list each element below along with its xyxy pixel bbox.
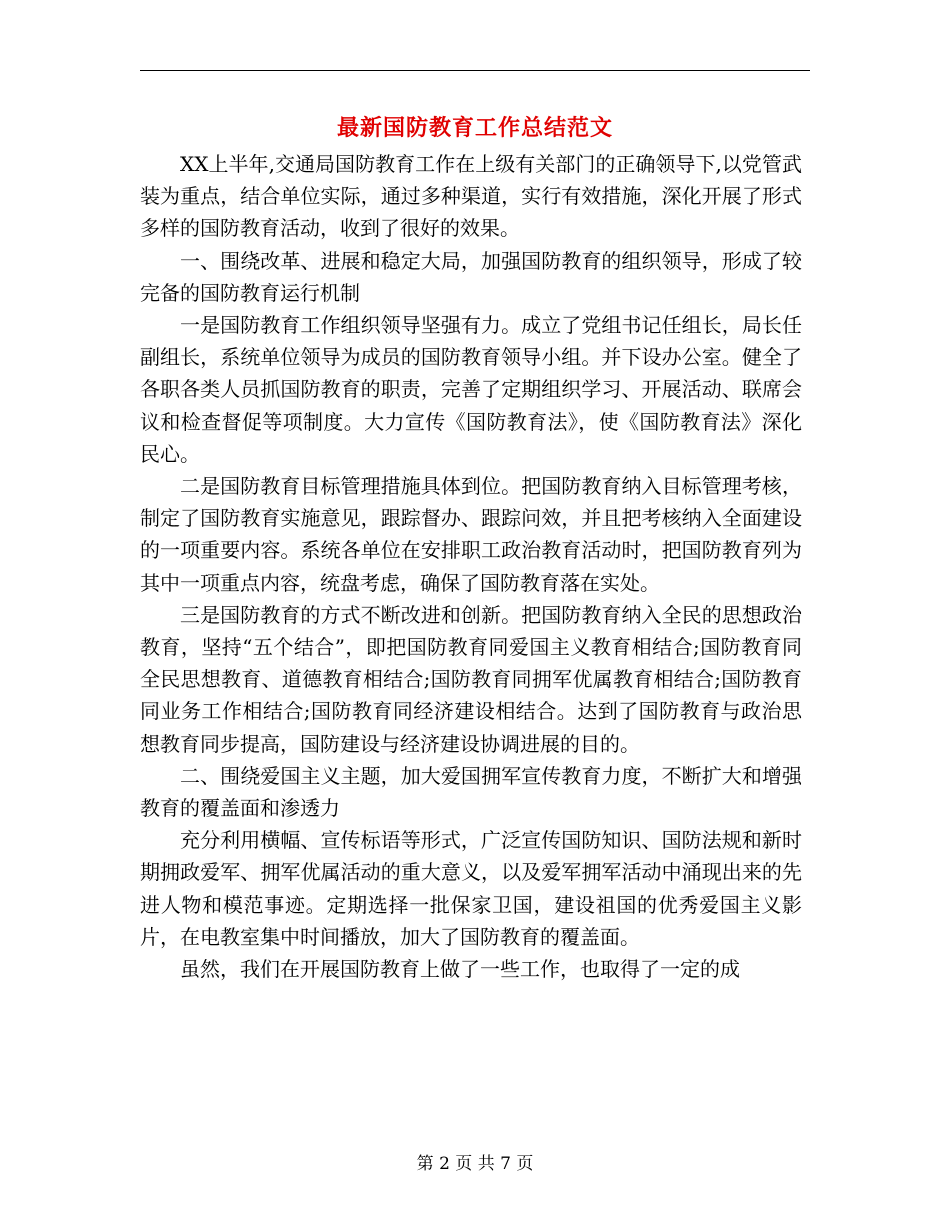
paragraph-intro: XX上半年,交通局国防教育工作在上级有关部门的正确领导下,以党管武装为重点，结合单位实际，通过多种渠道，实行有效措施，深化开展了形式多样的国防教育活动，收到了很好的效果。 [140, 152, 802, 241]
page-number: 第 2 页 共 7 页 [416, 1154, 534, 1174]
paragraph-conclusion-start: 虽然，我们在开展国防教育上做了一些工作，也取得了一定的成 [180, 957, 740, 982]
document-title: 最新国防教育工作总结范文 [336, 115, 613, 141]
paragraph-point-3: 三是国防教育的方式不断改进和创新。把国防教育纳入全民的思想政治教育，坚持“五个结合”，即把国防教育同爱国主义教育相结合;国防教育同全民思想教育、道德教育相结合;国防教育同拥军优属教育相结合;国防教育同业务工作相结合;国防教育同经济建设相结合。达到了国防教育与政治思想教育同步提高，国防建设与经济建设协调进展的目的。 [140, 602, 802, 756]
paragraph-publicity: 充分利用横幅、宣传标语等形式，广泛宣传国防知识、国防法规和新时期拥政爱军、拥军优属活动的重大意义，以及爱军拥军活动中涌现出来的先进人物和模范事迹。定期选择一批保家卫国，建设祖国的优秀爱国主义影片，在电教室集中时间播放，加大了国防教育的覆盖面。 [140, 828, 802, 949]
header-rule [140, 70, 810, 71]
page-footer [0, 1152, 950, 1176]
paragraph-point-1: 一是国防教育工作组织领导坚强有力。成立了党组书记任组长，局长任副组长，系统单位领导为成员的国防教育领导小组。并下设办公室。健全了各职各类人员抓国防教育的职责，完善了定期组织学习、开展活动、联席会议和检查督促等项制度。大力宣传《国防教育法》，使《国防教育法》深化民心。 [140, 313, 802, 466]
section-heading-1: 一、围绕改革、进展和稳定大局，加强国防教育的组织领导，形成了较完备的国防教育运行机制 [140, 248, 802, 305]
document-body [140, 148, 802, 985]
paragraph-point-2: 二是国防教育目标管理措施具体到位。把国防教育纳入目标管理考核，制定了国防教育实施意见，跟踪督办、跟踪问效，并且把考核纳入全面建设的一项重要内容。系统各单位在安排职工政治教育活动时，把国防教育列为其中一项重点内容，统盘考虑，确保了国防教育落在实处。 [140, 474, 802, 595]
section-heading-2: 二、围绕爱国主义主题，加大爱国拥军宣传教育力度，不断扩大和增强教育的覆盖面和渗透力 [140, 763, 802, 821]
